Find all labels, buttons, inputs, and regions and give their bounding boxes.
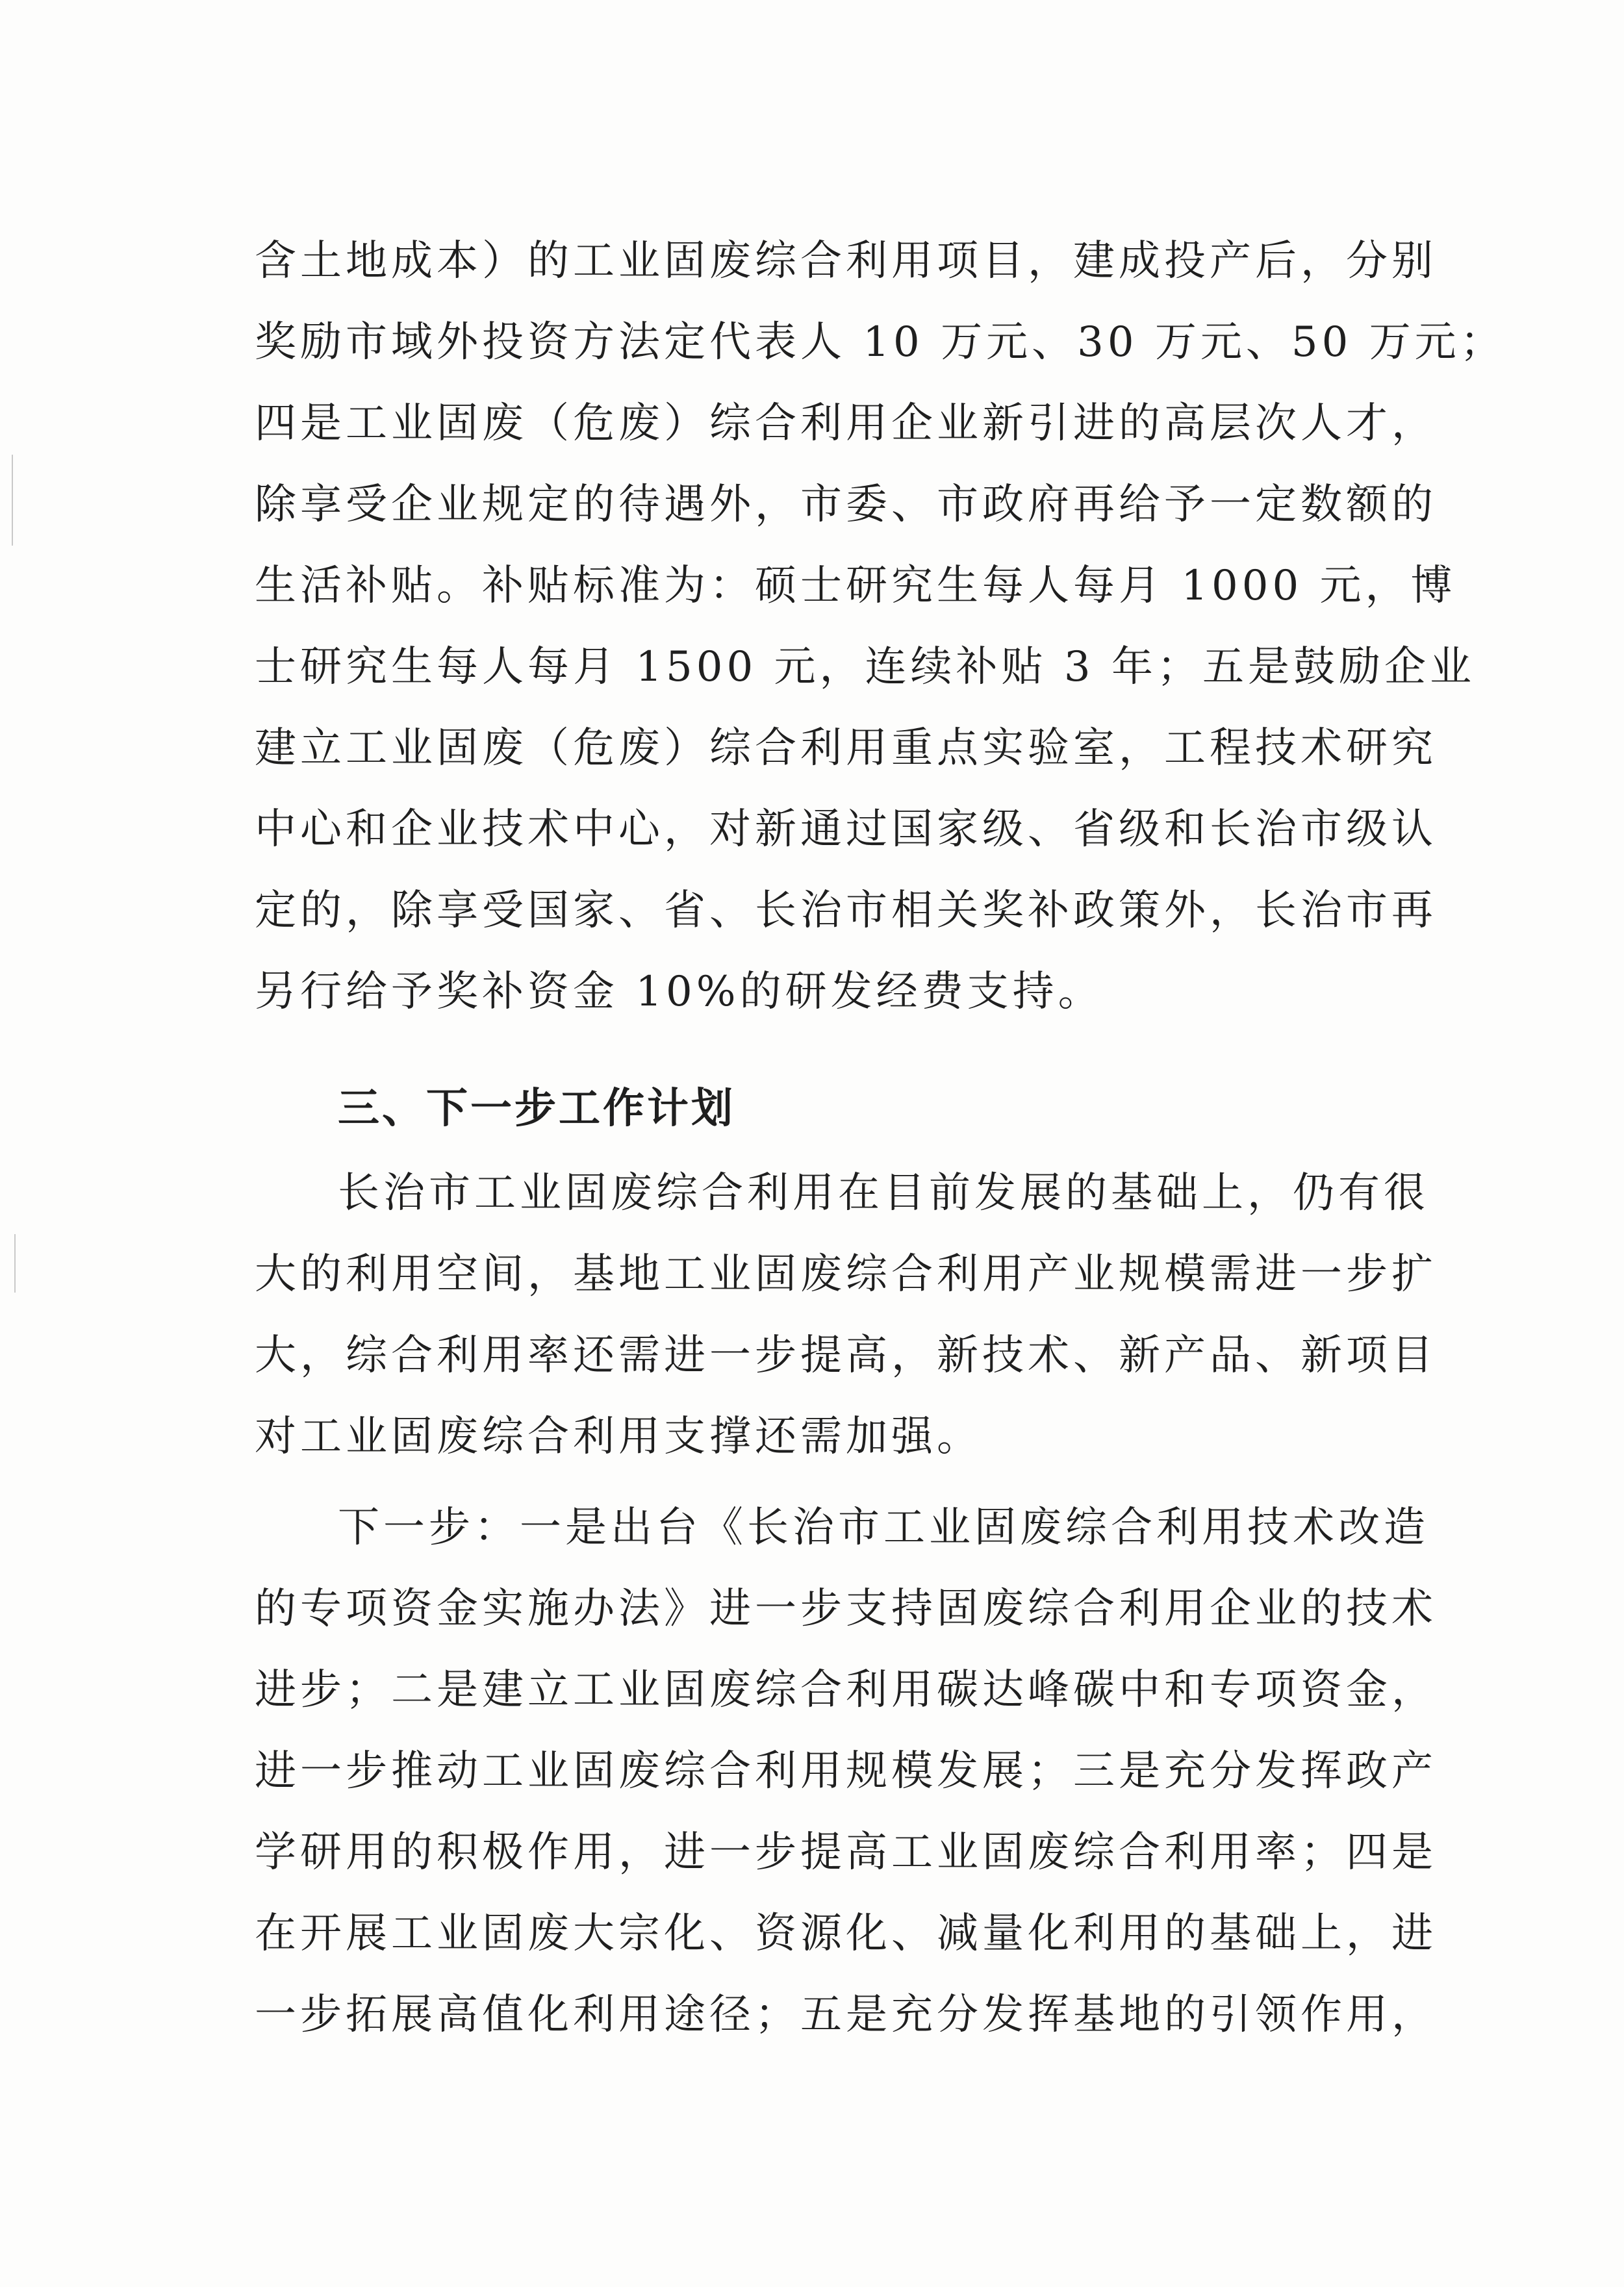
paragraph-continued [255, 221, 1506, 1033]
text-line: 在开展工业固废大宗化、资源化、减量化利用的基础上，进 [255, 1910, 1437, 1958]
text-line: 另行给予奖补资金 10%的研发经费支持。 [255, 968, 1104, 1016]
text-line: 中心和企业技术中心，对新通过国家级、省级和长治市级认 [255, 805, 1437, 853]
text-line: 生活补贴。补贴标准为：硕士研究生每人每月 1000 元，博 [255, 562, 1456, 610]
text-line: 对工业固废综合利用支撑还需加强。 [255, 1413, 982, 1461]
text-line: 下一步：一是出台《长治市工业固废综合利用技术改造 [338, 1504, 1429, 1552]
text-line: 含土地成本）的工业固废综合利用项目，建成投产后，分别 [255, 237, 1437, 285]
paragraph-plan-intro [255, 1153, 1437, 1478]
text-line: 长治市工业固废综合利用在目前发展的基础上，仍有很 [338, 1169, 1429, 1217]
text-line: 大的利用空间，基地工业固废综合利用产业规模需进一步扩 [255, 1250, 1437, 1298]
scan-edge-mark [12, 455, 13, 546]
text-line: 定的，除享受国家、省、长治市相关奖补政策外，长治市再 [255, 887, 1437, 935]
section-heading: 三、下一步工作计划 [338, 1085, 735, 1133]
text-line: 建立工业固废（危废）综合利用重点实验室，工程技术研究 [255, 724, 1437, 772]
text-line: 的专项资金实施办法》进一步支持固废综合利用企业的技术 [255, 1585, 1437, 1633]
text-line: 士研究生每人每月 1500 元，连续补贴 3 年；五是鼓励企业 [255, 643, 1475, 691]
scan-edge-mark [14, 1234, 16, 1293]
paragraph-next-steps [255, 1487, 1437, 2056]
text-line: 四是工业固废（危废）综合利用企业新引进的高层次人才， [255, 399, 1437, 448]
text-line: 进步；二是建立工业固废综合利用碳达峰碳中和专项资金， [255, 1666, 1437, 1714]
text-line: 除享受企业规定的待遇外，市委、市政府再给予一定数额的 [255, 481, 1437, 529]
text-line: 大，综合利用率还需进一步提高，新技术、新产品、新项目 [255, 1332, 1437, 1380]
text-line: 学研用的积极作用，进一步提高工业固废综合利用率；四是 [255, 1828, 1437, 1876]
text-line: 奖励市域外投资方法定代表人 10 万元、30 万元、50 万元； [255, 318, 1506, 366]
text-line: 一步拓展高值化利用途径；五是充分发挥基地的引领作用， [255, 1991, 1437, 2039]
text-line: 进一步推动工业固废综合利用规模发展；三是充分发挥政产 [255, 1747, 1437, 1795]
